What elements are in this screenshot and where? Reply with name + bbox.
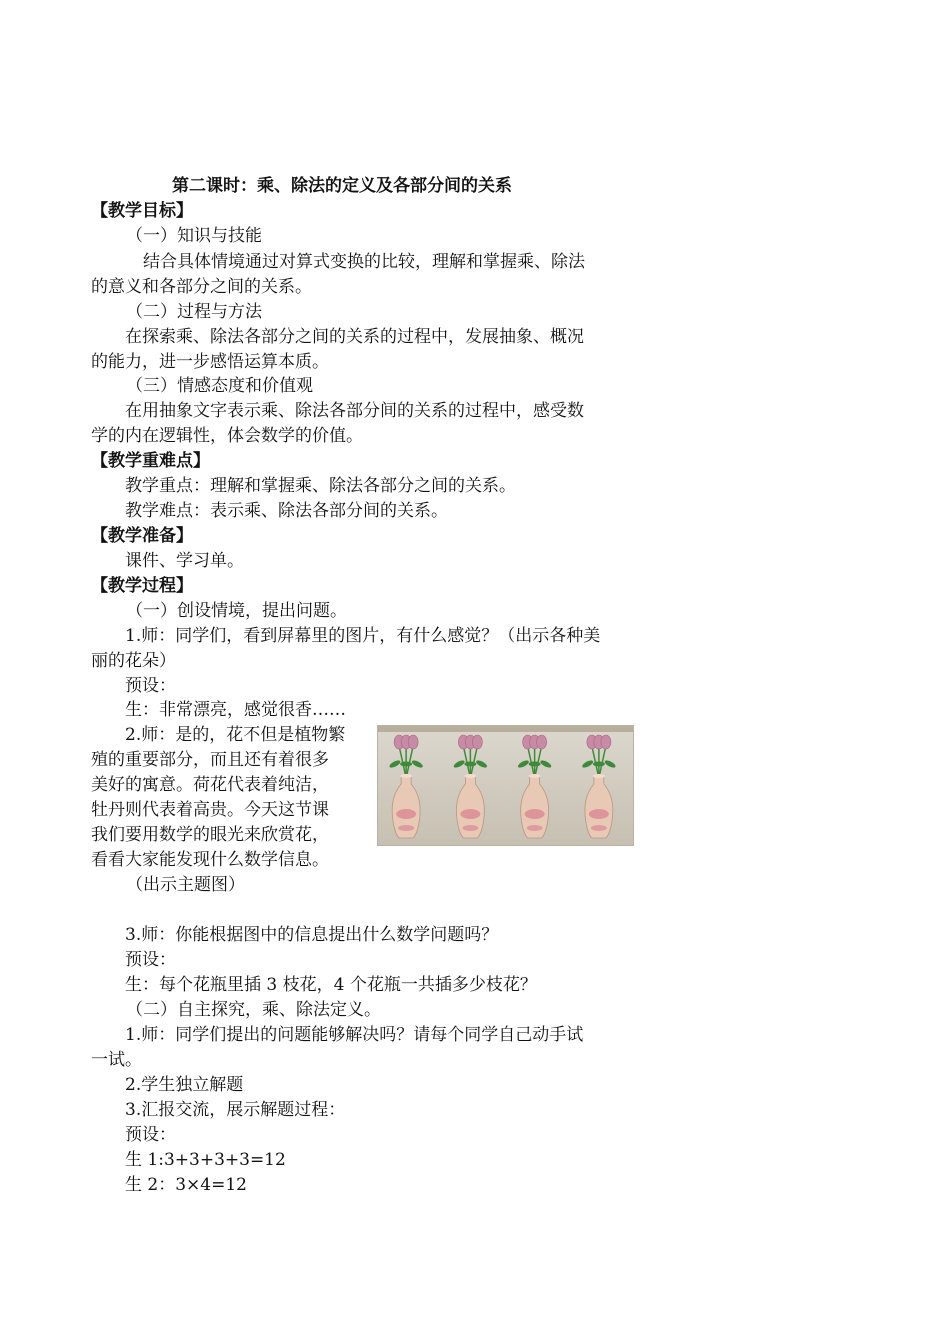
vase-rim bbox=[464, 774, 476, 778]
preset-label: 预设： bbox=[125, 950, 176, 970]
step1-question2-line5: 我们要用数学的眼光来欣赏花， bbox=[91, 825, 329, 845]
goal1-title: （一）知识与技能 bbox=[126, 226, 262, 246]
vase-pattern bbox=[398, 825, 414, 831]
step1-title: （一）创设情境，提出问题。 bbox=[126, 601, 347, 621]
step1-question3: 3.师：你能根据图中的信息提出什么数学问题吗？ bbox=[125, 925, 499, 945]
leaf bbox=[517, 759, 530, 769]
goal3-text-line2: 学的内在逻辑性，体会数学的价值。 bbox=[91, 426, 363, 446]
vase-pattern bbox=[589, 809, 609, 819]
vase-rim bbox=[400, 774, 412, 778]
process-heading: 【教学过程】 bbox=[91, 576, 193, 596]
student-answer: 生：每个花瓶里插 3 枝花，4 个花瓶一共插多少枝花？ bbox=[125, 975, 537, 995]
student-answer: 生：非常漂亮，感觉很香…… bbox=[125, 700, 346, 720]
preparation-heading: 【教学准备】 bbox=[91, 526, 193, 546]
preparation-content: 课件、学习单。 bbox=[125, 551, 244, 571]
goal3-title: （三）情感态度和价值观 bbox=[126, 376, 313, 396]
step1-question2-line6: 看看大家能发现什么数学信息。 bbox=[91, 850, 329, 870]
vases-illustration bbox=[378, 726, 634, 846]
flower-bloom bbox=[537, 735, 547, 749]
lesson-title: 第二课时：乘、除法的定义及各部分间的关系 bbox=[172, 176, 512, 196]
step2-item2: 2.学生独立解题 bbox=[125, 1075, 244, 1095]
flower-bloom bbox=[601, 735, 611, 749]
leaf bbox=[388, 759, 401, 769]
student1-answer: 生 1:3+3+3+3=12 bbox=[125, 1150, 286, 1170]
leaf bbox=[581, 759, 594, 769]
vase-pattern bbox=[591, 825, 607, 831]
vase-pattern bbox=[460, 809, 480, 819]
goal1-text-line1: 结合具体情境通过对算式变换的比较，理解和掌握乘、除法 bbox=[143, 252, 585, 272]
flower-bloom bbox=[472, 735, 482, 749]
vase-pattern bbox=[462, 825, 478, 831]
step2-item3: 3.汇报交流，展示解题过程： bbox=[125, 1100, 346, 1120]
step1-question2-line2: 殖的重要部分，而且还有着很多 bbox=[91, 750, 329, 770]
goal2-text-line2: 的能力，进一步感悟运算本质。 bbox=[91, 352, 329, 372]
leaf bbox=[604, 759, 617, 769]
preset-label: 预设： bbox=[125, 1125, 176, 1145]
show-picture-note: （出示主题图） bbox=[126, 875, 245, 895]
vases-with-flowers-photo bbox=[377, 725, 634, 846]
step2-title: （二）自主探究，乘、除法定义。 bbox=[126, 1000, 381, 1020]
difficult-point: 教学难点：表示乘、除法各部分间的关系。 bbox=[125, 501, 448, 521]
step2-question1-line1: 1.师：同学们提出的问题能够解决吗？请每个同学自己动手试 bbox=[125, 1025, 584, 1045]
leaf bbox=[411, 759, 424, 769]
goal2-text-line1: 在探索乘、除法各部分之间的关系的过程中，发展抽象、概况 bbox=[125, 327, 584, 347]
step1-question1-line2: 丽的花朵） bbox=[91, 651, 176, 671]
goal2-title: （二）过程与方法 bbox=[126, 302, 262, 322]
student2-answer: 生 2：3×4=12 bbox=[125, 1175, 247, 1195]
key-point: 教学重点：理解和掌握乘、除法各部分之间的关系。 bbox=[125, 476, 516, 496]
vase-pattern bbox=[525, 809, 545, 819]
vase-pattern bbox=[396, 809, 416, 819]
step1-question2-line3: 美好的寓意。荷花代表着纯洁， bbox=[91, 775, 329, 795]
goal3-text-line1: 在用抽象文字表示乘、除法各部分间的关系的过程中，感受数 bbox=[125, 401, 584, 421]
step1-question2-line1: 2.师：是的，花不但是植物繁 bbox=[125, 725, 346, 745]
preset-label: 预设： bbox=[125, 676, 176, 696]
vase-pattern bbox=[527, 825, 543, 831]
goal1-text-line2: 的意义和各部分之间的关系。 bbox=[91, 277, 312, 297]
step1-question2-line4: 牡丹则代表着高贵。今天这节课 bbox=[91, 800, 329, 820]
leaf bbox=[539, 759, 552, 769]
step2-question1-line2: 一试。 bbox=[91, 1050, 142, 1070]
leaf bbox=[453, 759, 466, 769]
flower-bloom bbox=[408, 735, 418, 749]
goals-heading: 【教学目标】 bbox=[91, 201, 193, 221]
vase-rim bbox=[529, 774, 541, 778]
photo-top-trim bbox=[378, 726, 634, 732]
leaf bbox=[475, 759, 488, 769]
step1-question1-line1: 1.师：同学们，看到屏幕里的图片，有什么感觉？（出示各种美 bbox=[125, 626, 601, 646]
key-points-heading: 【教学重难点】 bbox=[91, 451, 210, 471]
vase-rim bbox=[593, 774, 605, 778]
